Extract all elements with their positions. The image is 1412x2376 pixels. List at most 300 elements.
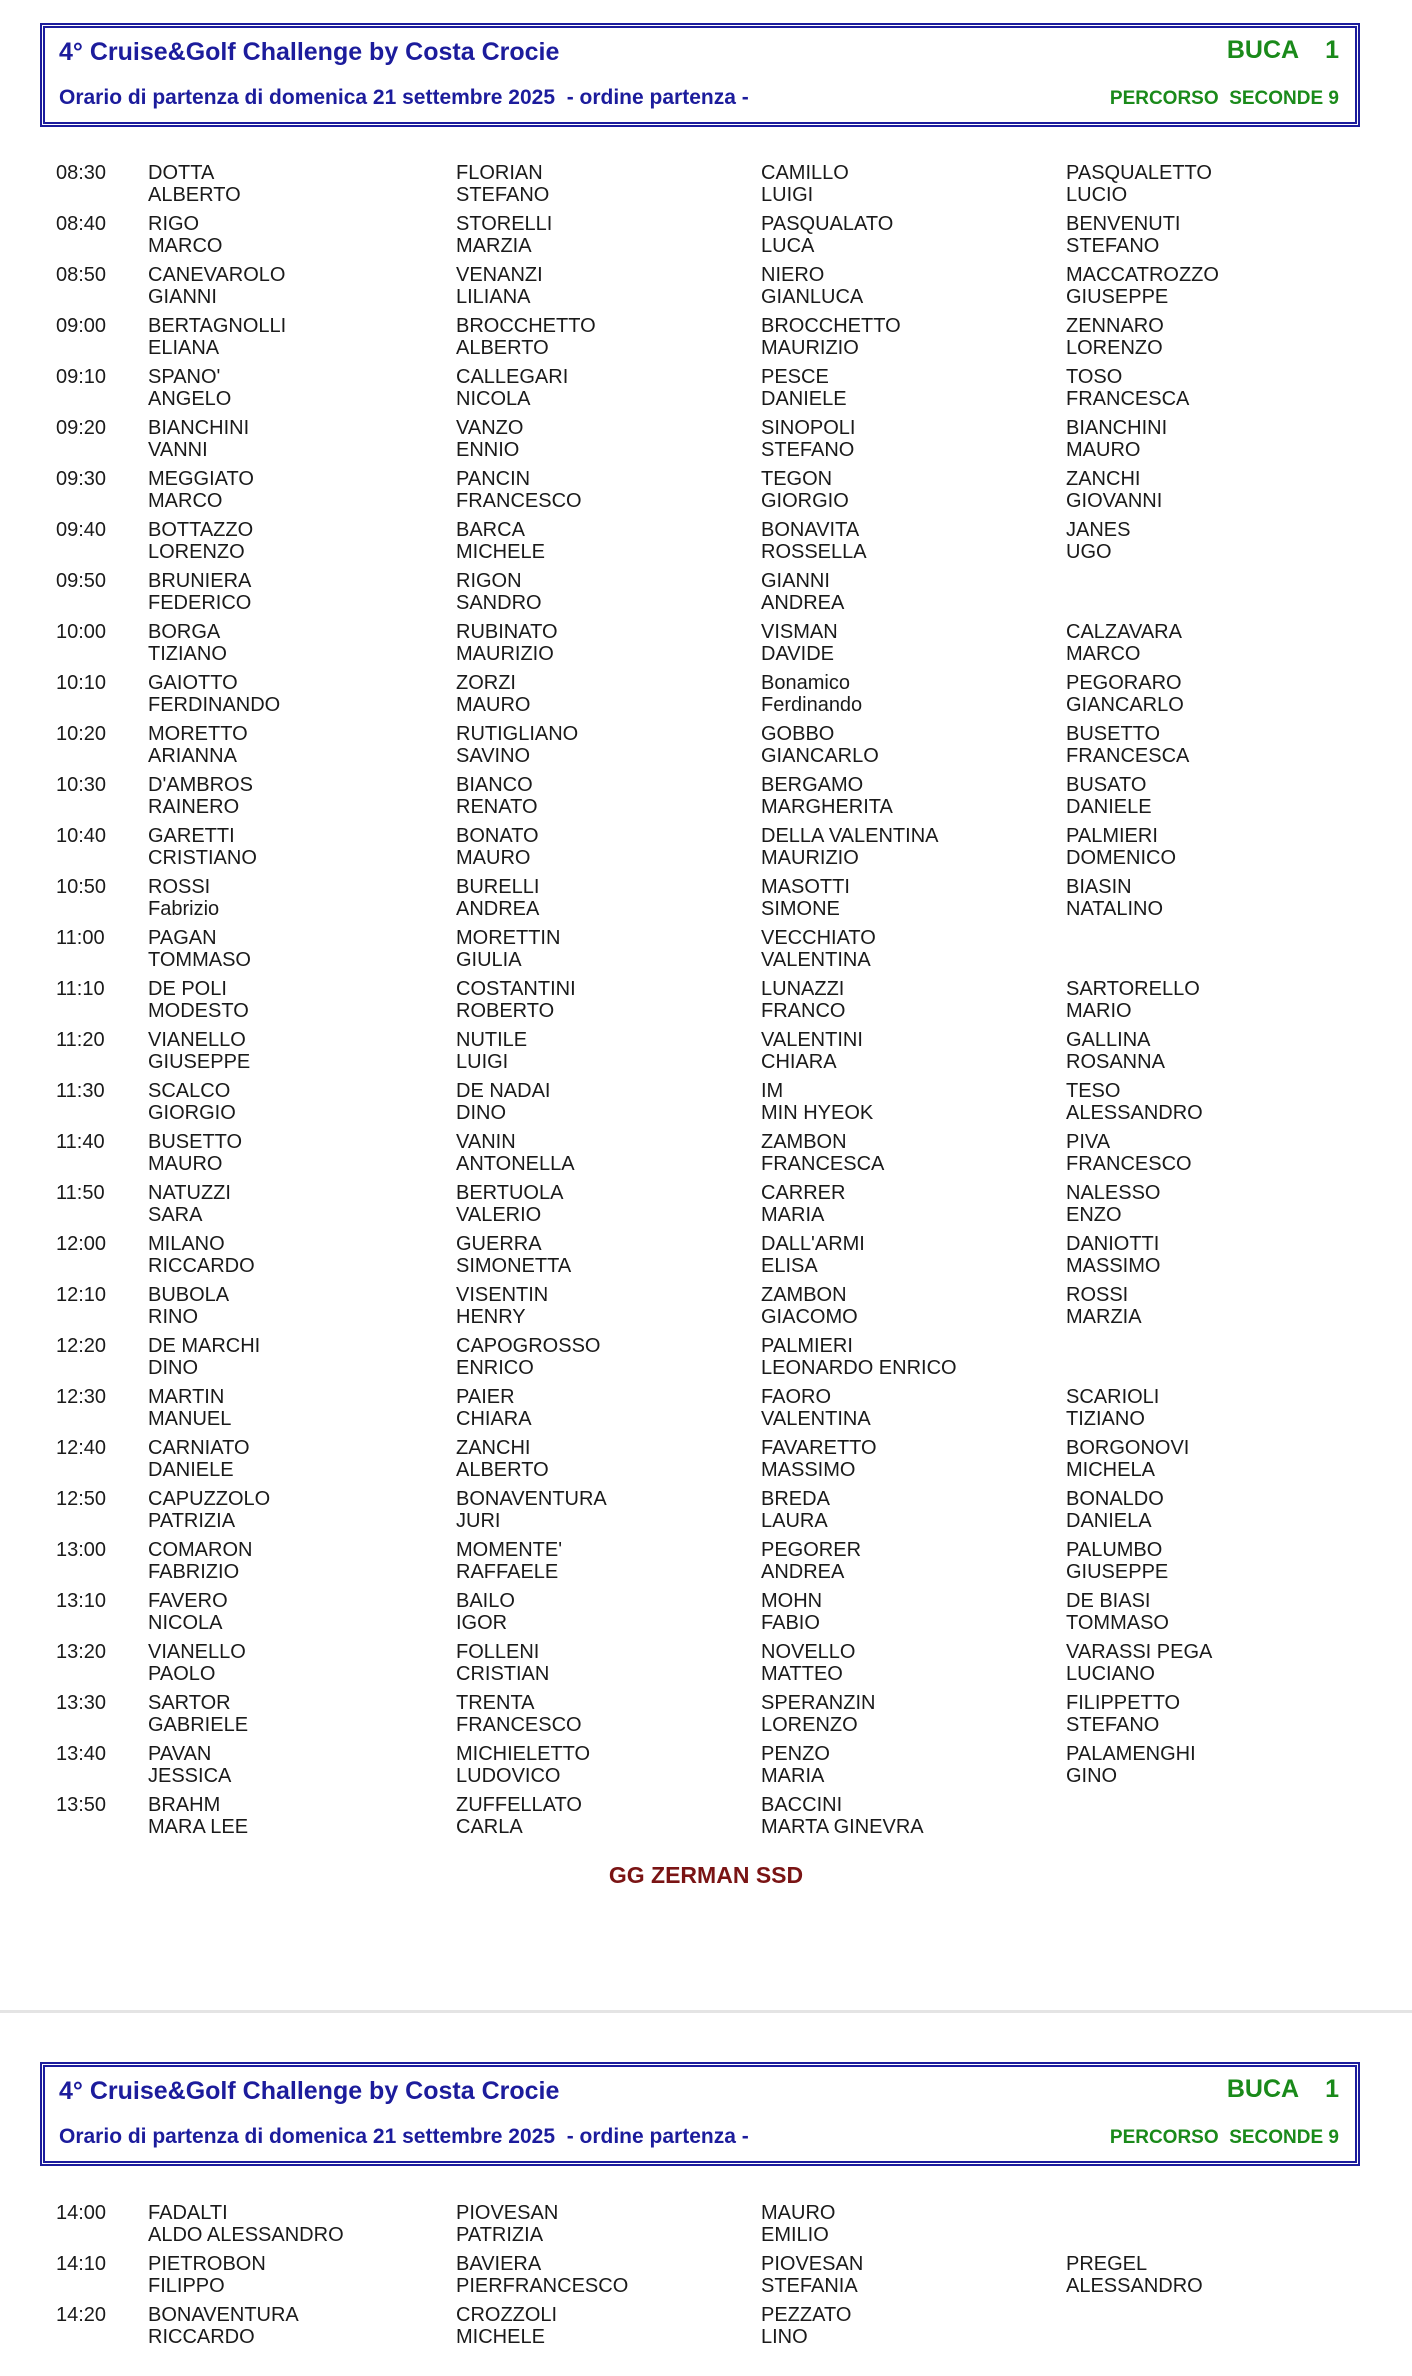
player-first-name: ANGELO	[148, 388, 232, 410]
player-slot	[1066, 2253, 1203, 2297]
player-slot	[1066, 1539, 1168, 1583]
player-slot	[761, 315, 901, 359]
player-surname: VISENTIN	[456, 1284, 549, 1306]
player-first-name: MARTA GINEVRA	[761, 1816, 924, 1838]
player-surname: NALESSO	[1066, 1182, 1161, 1204]
player-slot	[761, 162, 849, 206]
player-slot	[761, 1641, 855, 1685]
player-surname: BIANCO	[456, 774, 533, 796]
tee-time: 13:40	[56, 1743, 107, 1765]
player-slot	[1066, 417, 1167, 461]
player-surname: BOTTAZZO	[148, 519, 254, 541]
player-surname: LUNAZZI	[761, 978, 845, 1000]
player-slot	[761, 1437, 877, 1481]
player-first-name: ROBERTO	[456, 1000, 555, 1022]
player-first-name: FRANCESCA	[1066, 388, 1190, 410]
player-surname: ZAMBON	[761, 1131, 847, 1153]
player-surname: PEGORER	[761, 1539, 862, 1561]
player-slot	[456, 417, 523, 461]
player-first-name: MAURIZIO	[761, 847, 859, 869]
player-first-name: GIORGIO	[761, 490, 849, 512]
tee-time: 12:40	[56, 1437, 107, 1459]
player-first-name: LORENZO	[148, 541, 245, 563]
player-slot	[1066, 825, 1176, 869]
player-slot	[761, 1590, 822, 1634]
player-first-name: Fabrizio	[148, 898, 220, 920]
player-slot	[148, 468, 254, 512]
tee-time: 09:30	[56, 468, 107, 490]
player-first-name: DANIELE	[1066, 796, 1152, 818]
player-slot	[148, 1080, 236, 1124]
tee-time: 11:30	[56, 1080, 105, 1102]
player-first-name: STEFANO	[761, 439, 855, 461]
player-first-name: SIMONE	[761, 898, 840, 920]
player-first-name: ALESSANDRO	[1066, 2275, 1203, 2297]
player-surname: VECCHIATO	[761, 927, 876, 949]
player-first-name: ELIANA	[148, 337, 220, 359]
tee-time-row	[0, 468, 1412, 519]
player-slot	[1066, 519, 1130, 563]
player-slot	[456, 723, 578, 767]
player-slot	[761, 417, 855, 461]
player-slot	[148, 264, 285, 308]
page-separator	[0, 2010, 1412, 2013]
tee-time-row	[0, 927, 1412, 978]
player-first-name: JESSICA	[148, 1765, 232, 1787]
player-first-name: ANTONELLA	[456, 1153, 575, 1175]
player-first-name: MARGHERITA	[761, 796, 893, 818]
player-surname: BURELLI	[456, 876, 540, 898]
player-slot	[148, 519, 253, 563]
player-surname: MAURO	[761, 2202, 836, 2224]
player-slot	[148, 1488, 270, 1532]
player-first-name: ANDREA	[456, 898, 540, 920]
player-first-name: RICCARDO	[148, 1255, 255, 1277]
player-slot	[761, 723, 879, 767]
player-slot	[1066, 1284, 1142, 1328]
player-slot	[148, 876, 219, 920]
player-slot	[148, 1539, 252, 1583]
player-surname: PANCIN	[456, 468, 531, 490]
player-surname: VENANZI	[456, 264, 543, 286]
buca-number: 1	[1325, 2075, 1339, 2103]
player-surname: IM	[761, 1080, 784, 1102]
tee-time: 10:10	[56, 672, 107, 694]
player-first-name: MARIO	[1066, 1000, 1132, 1022]
player-surname: BERTAGNOLLI	[148, 315, 287, 337]
tee-time-row	[0, 825, 1412, 876]
player-slot	[148, 621, 227, 665]
player-first-name: RINO	[148, 1306, 198, 1328]
player-slot	[761, 1131, 884, 1175]
player-slot	[761, 1488, 830, 1532]
player-surname: FILIPPETTO	[1066, 1692, 1181, 1714]
player-slot	[148, 1794, 248, 1838]
player-surname: CANEVAROLO	[148, 264, 286, 286]
player-first-name: LORENZO	[761, 1714, 858, 1736]
player-first-name: GIOVANNI	[1066, 490, 1163, 512]
player-surname: BUBOLA	[148, 1284, 230, 1306]
player-surname: BAVIERA	[456, 2253, 542, 2275]
player-first-name: CARLA	[456, 1816, 523, 1838]
player-first-name: LEONARDO ENRICO	[761, 1357, 957, 1379]
player-first-name: ALESSANDRO	[1066, 1102, 1203, 1124]
player-surname: MASOTTI	[761, 876, 850, 898]
tee-time-row	[0, 213, 1412, 264]
player-first-name: ALDO ALESSANDRO	[148, 2224, 344, 2246]
player-first-name: FRANCESCA	[1066, 745, 1190, 767]
player-first-name: FERDINANDO	[148, 694, 281, 716]
tee-time-row	[0, 723, 1412, 774]
player-surname: TOSO	[1066, 366, 1123, 388]
tee-time: 10:50	[56, 876, 107, 898]
player-first-name: TIZIANO	[148, 643, 227, 665]
player-surname: DE NADAI	[456, 1080, 551, 1102]
player-slot	[456, 1233, 571, 1277]
tee-time: 12:50	[56, 1488, 107, 1510]
player-first-name: LUIGI	[761, 184, 814, 206]
player-surname: MORETTIN	[456, 927, 561, 949]
player-first-name: FABRIZIO	[148, 1561, 240, 1583]
player-slot	[456, 2253, 628, 2297]
player-surname: GALLINA	[1066, 1029, 1151, 1051]
player-first-name: MASSIMO	[761, 1459, 856, 1481]
player-surname: BACCINI	[761, 1794, 843, 1816]
player-first-name: GIUSEPPE	[1066, 286, 1169, 308]
player-surname: MICHIELETTO	[456, 1743, 591, 1765]
schedule-subtitle: Orario di partenza di domenica 21 settembre 2025 - ordine partenza -	[59, 2125, 749, 2148]
tee-time-row	[0, 1437, 1412, 1488]
tee-time: 13:50	[56, 1794, 107, 1816]
player-first-name: FEDERICO	[148, 592, 252, 614]
tee-time: 13:30	[56, 1692, 107, 1714]
player-surname: VIANELLO	[148, 1641, 246, 1663]
player-slot	[1066, 1131, 1192, 1175]
player-slot	[148, 315, 286, 359]
player-first-name: FRANCESCO	[456, 1714, 582, 1736]
tee-time: 14:00	[56, 2202, 107, 2224]
player-slot	[456, 213, 552, 257]
tee-time: 11:20	[56, 1029, 105, 1051]
player-slot	[456, 570, 542, 614]
player-slot	[761, 519, 867, 563]
player-slot	[1066, 1029, 1165, 1073]
player-surname: BAILO	[456, 1590, 515, 1612]
percorso-label: PERCORSO SECONDE 9	[1109, 2127, 1339, 2148]
player-slot	[1066, 1641, 1212, 1685]
player-first-name: MARCO	[148, 235, 223, 257]
tee-time-row	[0, 1641, 1412, 1692]
player-first-name: RENATO	[456, 796, 538, 818]
player-slot	[456, 1182, 563, 1226]
player-surname: PALMIERI	[761, 1335, 853, 1357]
player-surname: PALMIERI	[1066, 825, 1158, 847]
player-slot	[761, 2304, 851, 2348]
player-first-name: ENZO	[1066, 1204, 1122, 1226]
player-slot	[761, 876, 850, 920]
player-surname: PIOVESAN	[761, 2253, 864, 2275]
player-surname: FAVARETTO	[761, 1437, 877, 1459]
player-first-name: GIANNI	[148, 286, 217, 308]
player-surname: ZANCHI	[456, 1437, 531, 1459]
player-first-name: LILIANA	[456, 286, 531, 308]
player-first-name: ANDREA	[761, 592, 845, 614]
percorso-label: PERCORSO SECONDE 9	[1109, 88, 1339, 109]
player-slot	[761, 1080, 873, 1124]
player-slot	[456, 1284, 548, 1328]
player-surname: D'AMBROS	[148, 774, 253, 796]
player-surname: GAIOTTO	[148, 672, 238, 694]
player-first-name: DAVIDE	[761, 643, 834, 665]
player-first-name: ARIANNA	[148, 745, 237, 767]
player-slot	[148, 1437, 250, 1481]
tee-time: 08:30	[56, 162, 107, 184]
player-first-name: MARIA	[761, 1765, 825, 1787]
player-surname: CARRER	[761, 1182, 846, 1204]
player-slot	[761, 825, 938, 869]
player-surname: NATUZZI	[148, 1182, 231, 1204]
player-surname: FAORO	[761, 1386, 832, 1408]
player-first-name: DOMENICO	[1066, 847, 1176, 869]
player-surname: PEGORARO	[1066, 672, 1182, 694]
player-surname: PREGEL	[1066, 2253, 1148, 2275]
player-first-name: STEFANO	[1066, 235, 1160, 257]
player-slot	[456, 1794, 582, 1838]
player-first-name: FRANCESCO	[456, 490, 582, 512]
player-slot	[761, 2202, 835, 2246]
player-surname: BRAHM	[148, 1794, 221, 1816]
player-surname: BIASIN	[1066, 876, 1132, 898]
tee-time-row	[0, 162, 1412, 213]
player-first-name: MARCO	[1066, 643, 1141, 665]
player-surname: BORGONOVI	[1066, 1437, 1190, 1459]
player-slot	[148, 1386, 231, 1430]
tee-time-row	[0, 1131, 1412, 1182]
player-slot	[148, 927, 251, 971]
player-surname: PAIER	[456, 1386, 515, 1408]
player-surname: BERTUOLA	[456, 1182, 564, 1204]
player-first-name: NICOLA	[456, 388, 531, 410]
player-slot	[1066, 621, 1182, 665]
player-surname: BONAVITA	[761, 519, 860, 541]
player-surname: ZAMBON	[761, 1284, 847, 1306]
player-first-name: RAINERO	[148, 796, 240, 818]
player-surname: RUTIGLIANO	[456, 723, 579, 745]
player-surname: SINOPOLI	[761, 417, 856, 439]
player-slot	[148, 366, 231, 410]
player-first-name: SARA	[148, 1204, 203, 1226]
player-first-name: CRISTIAN	[456, 1663, 550, 1685]
player-slot	[761, 1386, 871, 1430]
player-surname: BROCCHETTO	[456, 315, 596, 337]
tee-time-row	[0, 672, 1412, 723]
player-surname: FADALTI	[148, 2202, 228, 2224]
player-slot	[456, 1131, 575, 1175]
player-slot	[1066, 1590, 1169, 1634]
player-surname: DELLA VALENTINA	[761, 825, 939, 847]
player-slot	[761, 570, 844, 614]
player-first-name: FRANCESCO	[1066, 1153, 1192, 1175]
player-slot	[456, 621, 558, 665]
player-surname: PAVAN	[148, 1743, 212, 1765]
player-slot	[148, 162, 241, 206]
player-first-name: LUCIANO	[1066, 1663, 1155, 1685]
player-first-name: ROSANNA	[1066, 1051, 1165, 1073]
player-slot	[1066, 1182, 1160, 1226]
player-first-name: FRANCESCA	[761, 1153, 885, 1175]
player-slot	[456, 1488, 607, 1532]
player-slot	[456, 264, 543, 308]
player-surname: GOBBO	[761, 723, 835, 745]
player-surname: ZANCHI	[1066, 468, 1141, 490]
player-surname: BROCCHETTO	[761, 315, 901, 337]
player-slot	[761, 1335, 957, 1379]
player-first-name: MARIA	[761, 1204, 825, 1226]
player-surname: VISMAN	[761, 621, 838, 643]
player-slot	[148, 825, 257, 869]
tee-time-row	[0, 1386, 1412, 1437]
player-first-name: STEFANO	[1066, 1714, 1160, 1736]
player-surname: PIVA	[1066, 1131, 1111, 1153]
player-surname: NUTILE	[456, 1029, 528, 1051]
player-first-name: NATALINO	[1066, 898, 1164, 920]
player-surname: SPERANZIN	[761, 1692, 876, 1714]
player-first-name: PAOLO	[148, 1663, 216, 1685]
player-slot	[456, 927, 560, 971]
player-slot	[761, 1692, 875, 1736]
tee-time-row	[0, 315, 1412, 366]
player-first-name: VANNI	[148, 439, 208, 461]
tee-time-row	[0, 1080, 1412, 1131]
player-slot	[1066, 876, 1163, 920]
player-slot	[148, 1182, 231, 1226]
player-surname: NOVELLO	[761, 1641, 856, 1663]
player-slot	[456, 1386, 532, 1430]
player-slot	[148, 2304, 299, 2348]
player-slot	[761, 468, 849, 512]
player-first-name: TOMMASO	[1066, 1612, 1169, 1634]
player-surname: DE MARCHI	[148, 1335, 261, 1357]
player-first-name: Ferdinando	[761, 694, 863, 716]
player-slot	[148, 1335, 260, 1379]
player-surname: CAPUZZOLO	[148, 1488, 271, 1510]
player-surname: VANIN	[456, 1131, 516, 1153]
tee-time-row	[0, 774, 1412, 825]
tee-time-row	[0, 621, 1412, 672]
player-surname: STORELLI	[456, 213, 553, 235]
player-surname: BIANCHINI	[148, 417, 250, 439]
player-slot	[1066, 1386, 1159, 1430]
tee-time-row	[0, 417, 1412, 468]
tee-time-row	[0, 1794, 1412, 1845]
player-first-name: IGOR	[456, 1612, 508, 1634]
player-first-name: CHIARA	[456, 1408, 532, 1430]
player-slot	[1066, 162, 1212, 206]
player-surname: BORGA	[148, 621, 221, 643]
player-surname: BUSETTO	[1066, 723, 1161, 745]
buca-indicator	[1227, 36, 1339, 65]
player-surname: GIANNI	[761, 570, 830, 592]
player-slot	[456, 1743, 590, 1787]
player-first-name: LUCIO	[1066, 184, 1128, 206]
player-slot	[456, 315, 596, 359]
player-surname: BRUNIERA	[148, 570, 252, 592]
buca-indicator	[1227, 2075, 1339, 2104]
player-surname: BONALDO	[1066, 1488, 1164, 1510]
player-first-name: RAFFAELE	[456, 1561, 559, 1583]
tee-time: 08:40	[56, 213, 107, 235]
player-slot	[148, 1590, 228, 1634]
tee-time-row	[0, 1692, 1412, 1743]
player-first-name: ALBERTO	[456, 1459, 549, 1481]
tee-time: 12:00	[56, 1233, 107, 1255]
player-surname: BIANCHINI	[1066, 417, 1168, 439]
player-surname: Bonamico	[761, 672, 850, 694]
player-slot	[761, 366, 847, 410]
player-surname: PEZZATO	[761, 2304, 852, 2326]
player-first-name: MARZIA	[456, 235, 532, 257]
player-first-name: JURI	[456, 1510, 501, 1532]
player-slot	[1066, 723, 1189, 767]
player-slot	[761, 1539, 861, 1583]
player-slot	[761, 1743, 830, 1787]
player-slot	[148, 774, 253, 818]
tee-time: 13:20	[56, 1641, 107, 1663]
player-slot	[761, 1182, 845, 1226]
player-first-name: HENRY	[456, 1306, 526, 1328]
player-surname: CALZAVARA	[1066, 621, 1182, 643]
player-first-name: VALERIO	[456, 1204, 542, 1226]
player-first-name: ENNIO	[456, 439, 520, 461]
player-slot	[148, 1284, 229, 1328]
player-surname: FAVERO	[148, 1590, 228, 1612]
tee-time-row	[0, 2304, 1412, 2355]
player-surname: DANIOTTI	[1066, 1233, 1160, 1255]
player-surname: CALLEGARI	[456, 366, 569, 388]
player-first-name: ELISA	[761, 1255, 818, 1277]
player-surname: PIETROBON	[148, 2253, 266, 2275]
player-surname: RIGO	[148, 213, 200, 235]
player-surname: MOMENTE'	[456, 1539, 563, 1561]
player-surname: DE POLI	[148, 978, 227, 1000]
buca-label: BUCA	[1226, 2075, 1300, 2103]
player-first-name: GINO	[1066, 1765, 1118, 1787]
player-slot	[148, 1743, 231, 1787]
tee-time: 08:50	[56, 264, 107, 286]
player-surname: GARETTI	[148, 825, 235, 847]
player-surname: MILANO	[148, 1233, 225, 1255]
player-first-name: MATTEO	[761, 1663, 843, 1685]
player-slot	[1066, 1080, 1203, 1124]
player-surname: BERGAMO	[761, 774, 864, 796]
player-first-name: SAVINO	[456, 745, 531, 767]
player-surname: PASQUALETTO	[1066, 162, 1212, 184]
player-first-name: NICOLA	[148, 1612, 223, 1634]
player-surname: SPANO'	[148, 366, 221, 388]
tee-time: 09:20	[56, 417, 107, 439]
player-surname: ZUFFELLATO	[456, 1794, 582, 1816]
player-first-name: RICCARDO	[148, 2326, 255, 2348]
player-first-name: PATRIZIA	[456, 2224, 544, 2246]
player-surname: COSTANTINI	[456, 978, 576, 1000]
player-slot	[456, 978, 576, 1022]
player-slot	[1066, 1743, 1196, 1787]
tee-time: 09:10	[56, 366, 107, 388]
player-first-name: LINO	[761, 2326, 808, 2348]
player-first-name: MARA LEE	[148, 1816, 249, 1838]
player-surname: VARASSI PEGA	[1066, 1641, 1213, 1663]
tee-time: 10:00	[56, 621, 107, 643]
